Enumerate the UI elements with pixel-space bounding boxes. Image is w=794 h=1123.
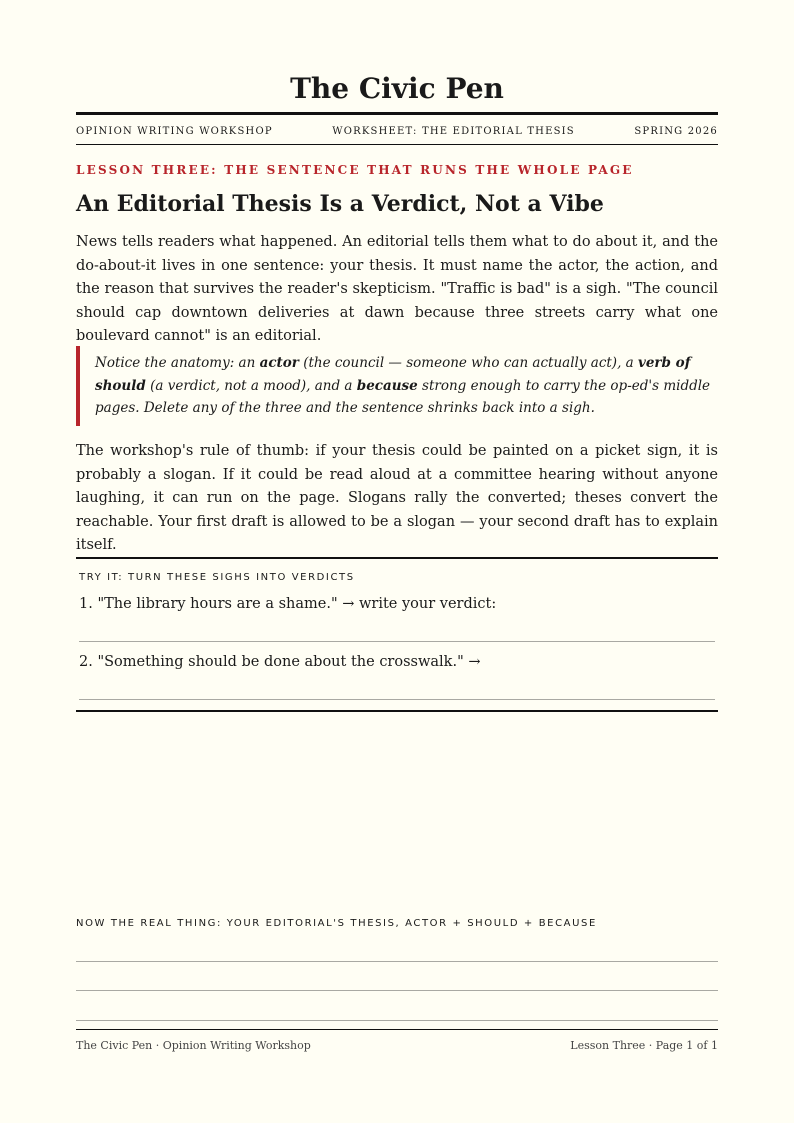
meta-workshop: OPINION WRITING WORKSHOP [76,126,273,137]
meta-term: SPRING 2026 [634,126,718,137]
rule-of-thumb-paragraph: The workshop's rule of thumb: if your thesis could be painted on a picket sign, it is probably a slogan. If it could be read aloud at a committee hearing without anyone laughing, it can run on the page. Slogans rally the converted; theses convert the reachable. Your first draft is allowed to be a slogan — your second draft has to explain itself. [76,443,718,553]
exercise-prompt-1: 1. "The library hours are a shame." → write your verdict: [79,596,497,612]
term-actor: actor [259,355,299,371]
meta-worksheet: WORKSHEET: THE EDITORIAL THESIS [332,126,575,137]
exercise-prompt-2: 2. "Something should be done about the crosswalk." → [79,654,481,670]
exercise-bottom-rule [76,710,718,712]
thesis-line-2[interactable] [76,990,718,991]
lesson-headline: An Editorial Thesis Is a Verdict, Not a Vibe [76,191,604,217]
thesis-line-3[interactable] [76,1020,718,1021]
masthead-rule [76,112,718,115]
answer-line-1[interactable] [79,641,715,642]
thesis-line-1[interactable] [76,961,718,962]
meta-rule [76,144,718,145]
footer-publication: The Civic Pen · Opinion Writing Workshop [76,1039,311,1052]
page-footer [76,1038,718,1054]
masthead-title: The Civic Pen [290,72,504,105]
meta-bar [76,125,718,139]
footer-page-number: Lesson Three · Page 1 of 1 [570,1039,718,1052]
lesson-kicker: LESSON THREE: THE SENTENCE THAT RUNS THE WHOLE PAGE [76,163,634,177]
term-because: because [356,377,418,394]
intro-paragraph: News tells readers what happened. An editorial tells them what to do about it, and the do-about-it lives in one sentence: your thesis. It must name the actor, the action, and the reason that survives the reader's skepticism. "Traffic is bad" is a sigh. "The council should cap downtown deliveries at dawn because three streets carry what one boulevard cannot" is an editorial. [76,234,718,344]
exercise-label: TRY IT: TURN THESE SIGHS INTO VERDICTS [79,572,355,583]
final-thesis-label: NOW THE REAL THING: YOUR EDITORIAL'S THESIS, ACTOR + SHOULD + BECAUSE [76,918,597,929]
worksheet-page [76,0,718,1123]
exercise-top-rule [76,557,718,559]
footer-rule [76,1029,718,1030]
term-verb-of-should: verb of should [95,355,691,394]
answer-line-2[interactable] [79,699,715,700]
anatomy-pull-quote: Notice the anatomy: an actor (the council — someone who can actually act), a verb of should (a verdict, not a mood), and a because strong enough to carry the op-ed's middle pages. Delete any of the three and the sentence shrinks back into a sigh. [76,346,718,426]
